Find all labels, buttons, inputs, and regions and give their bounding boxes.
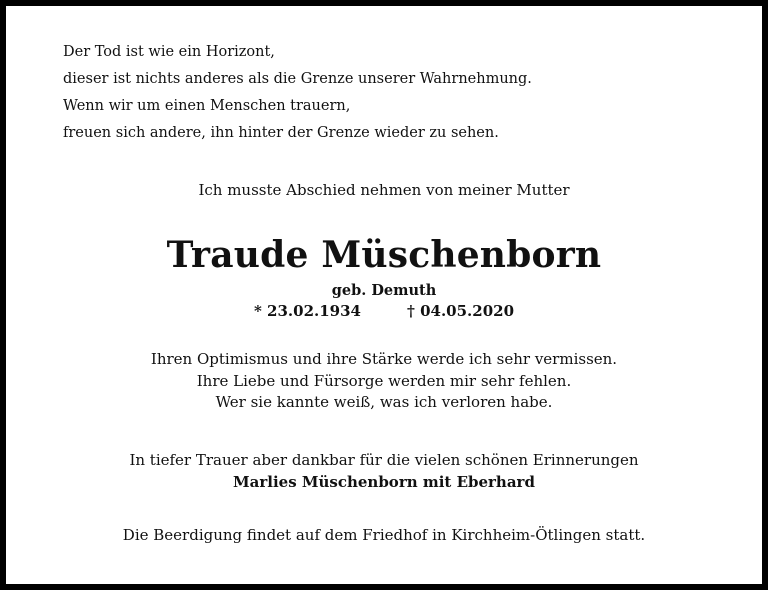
tribute-line: Ihre Liebe und Fürsorge werden mir sehr fehlen. [196,371,572,390]
tribute-line: Wer sie kannte weiß, was ich verloren habe. [215,393,553,411]
intro-text: Ich musste Abschied nehmen von meiner Mutter [198,181,570,199]
poem-line: dieser ist nichts anderes als die Grenze unserer Wahrnehmung. [63,71,532,87]
poem-line: freuen sich andere, ihn hinter der Grenze wieder zu sehen. [63,125,499,141]
death-date: † 04.05.2020 [407,302,515,320]
poem-block [63,39,532,147]
poem-line: Wenn wir um einen Menschen trauern, [63,98,351,114]
signer-name: Marlies Müschenborn mit Eberhard [233,473,535,491]
tribute-line: Ihren Optimismus und ihre Stärke werde ich sehr vermissen. [150,350,618,368]
funeral-notice: Die Beerdigung findet auf dem Friedhof in Kirchheim-Ötlingen statt. [122,526,646,544]
deceased-name: Traude Müschenborn [166,234,602,276]
mourning-line: In tiefer Trauer aber dankbar für die vielen schönen Erinnerungen [129,451,639,469]
tribute-block [6,349,762,414]
birth-date: * 23.02.1934 [253,302,361,320]
birth-name: geb. Demuth [331,282,437,299]
life-dates [6,302,762,320]
mourning-block [6,449,762,493]
poem-line: Der Tod ist wie ein Horizont, [63,44,275,60]
